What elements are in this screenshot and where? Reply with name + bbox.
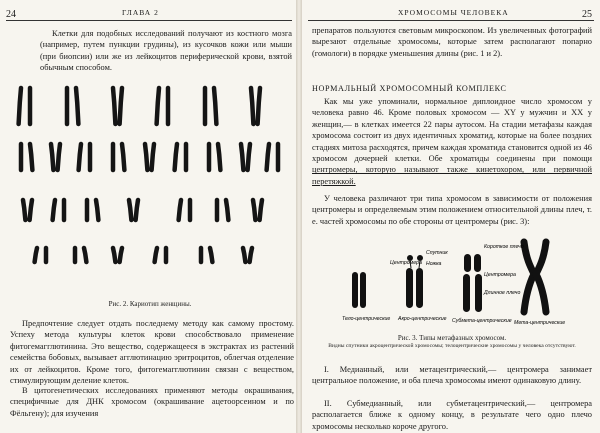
label-telocentric: Тело-центрические: [342, 316, 391, 322]
complex-text: Как мы уже упоминали, нормальное диплоидное число хромосом у человека равно 46. Кроме половых хромосом — XY у мужчин и XX у женщин,— в клетках имеется 22 пары аутосом. На стадии метафазы каждая хромосома состоит из двух идентичных хроматид, которые на более поздних стадиях митоза расходятся, причем каждая хроматида становится одной из 46 хромосом дочерней клетки. Обе хроматиды соединены при помощи: [312, 97, 592, 164]
label-centromere-2: Центромера: [484, 272, 516, 278]
karyotype-chromosome: [53, 200, 55, 220]
karyotype-chromosome: [51, 144, 53, 170]
right-figure-note: Видны спутники акроцентрической хромосомы; телоцентрические хромосомы у человека отсутствуют.: [328, 343, 576, 349]
label-submetacentric: Субмета-центрические: [452, 318, 512, 324]
karyotype-chromosome: [120, 248, 122, 262]
label-metacentric: Мета-центрические: [514, 320, 566, 326]
right-page-number: 25: [582, 9, 592, 20]
karyotype-chromosome: [152, 144, 154, 170]
karyotype-chromosome: [260, 200, 262, 220]
right-page: [302, 0, 600, 433]
karyotype-chromosome: [241, 144, 243, 170]
karyotype-chromosome: [23, 200, 25, 220]
karyotype-chromosome: [129, 200, 131, 220]
karyotype-chromosome: [218, 144, 220, 170]
karyotype-chromosome: [58, 144, 60, 170]
right-paragraph-types: У человека различают три типа хромосом в зависимости от положения центромеры и определяемым этим положением относительной длины плеч, т. е. частей хромосомы по обе стороны от центромеры (рис. 3):: [312, 194, 592, 226]
karyotype-chromosome: [96, 200, 98, 220]
chromosome-types-figure: [332, 238, 572, 334]
karyotype-chromosome: [210, 248, 212, 262]
karyotype-chromosome: [253, 200, 255, 220]
left-paragraph-intro: Клетки для подобных исследований получают из костного мозга (например, путем пункции грудины), из кусочков кожи или мыши (при биопсии) или же из лейкоцитов периферической крови, взятой обычным способом.: [40, 29, 292, 73]
left-page: [0, 0, 296, 433]
karyotype-chromosome: [214, 88, 216, 124]
label-stalk: Ножка: [426, 261, 442, 267]
karyotype-chromosome: [251, 88, 253, 124]
left-paragraph-method: Предпочтение следует отдать последнему методу как самому простому. Успеху метода культуры клеток крови способствовало применение фитогемагглютинина. Это вещество, содержащееся в экстрактах из растений семейства бобовых, вызывает агглютинацию эритроцитов, облегчая отделение их от лейкоцитов. Кроме того, фитогемагглютинин связан с веществом, стимулирующим деление клеток.: [10, 319, 294, 386]
right-header-rule: [308, 20, 594, 21]
karyotype-figure: [14, 82, 286, 292]
complex-underlined-text: центромеры, которую называют также кинетохором, или первичной перетяжкой.: [312, 165, 592, 186]
karyotype-chromosome: [155, 248, 157, 262]
left-paragraph-stain: В цитогенетических исследованиях применяют методы окрашивания, специфичные для ДНК хромосом (окрашивание ацетоорсеином и по Фёльгену); для изучения: [10, 386, 294, 418]
karyotype-chromosome: [175, 144, 177, 170]
karyotype-chromosome: [250, 248, 252, 262]
karyotype-chromosome: [226, 200, 228, 220]
label-satellite: Спутник: [426, 250, 448, 256]
karyotype-chromosome: [30, 144, 32, 170]
karyotype-chromosome: [179, 200, 181, 220]
metacentric-chromosome: [524, 242, 546, 312]
karyotype-chromosome: [76, 88, 78, 124]
left-header-rule: [6, 20, 292, 21]
karyotype-chromosome: [19, 88, 21, 124]
list-item-submetacentric: II. Субмедианный, или субметацентрический,— центромера располагается ближе к одному концу, в результате чего одно плечо хромосомы несколько короче другого.: [312, 399, 592, 431]
list-item-metacentric: I. Медианный, или метацентрический,— центромера занимает центральное положение, и оба плеча хромосомы имеют одинаковую длину.: [312, 365, 592, 386]
karyotype-chromosome: [84, 248, 86, 262]
telocentric-chromosome: [352, 272, 366, 308]
left-figure-caption: Рис. 2. Кариотип женщины.: [108, 300, 192, 308]
right-running-head: ХРОМОСОМЫ ЧЕЛОВЕКА: [398, 8, 509, 17]
karyotype-chromosome: [122, 144, 124, 170]
label-acrocentric: Акро-центрические: [398, 316, 447, 322]
left-running-head: ГЛАВА 2: [122, 8, 159, 17]
karyotype-chromosome: [35, 248, 37, 262]
karyotype-chromosome: [157, 88, 159, 124]
karyotype-chromosome: [113, 88, 115, 124]
karyotype-chromosome: [258, 88, 260, 124]
karyotype-chromosome: [30, 200, 32, 220]
right-figure-caption: Рис. 3. Типы метафазных хромосом.: [397, 334, 507, 342]
right-paragraph-complex: [312, 96, 592, 187]
karyotype-chromosome: [113, 248, 115, 262]
right-paragraph-top: препаратов пользуются световым микроскопом. Из увеличенных фотографий вырезают отдельные хромосомы, которые затем располагают попарно (гомологи) в порядке уменьшения длины (рис. 1 и 2).: [312, 26, 592, 58]
submetacentric-chromosome: [463, 254, 482, 312]
left-page-number: 24: [6, 9, 16, 20]
label-short-arm: Короткое плечо: [484, 244, 524, 250]
label-long-arm: Длинное плечо: [484, 290, 521, 296]
karyotype-chromosome: [243, 248, 245, 262]
karyotype-chromosome: [136, 200, 138, 220]
karyotype-chromosome: [248, 144, 250, 170]
section-heading: НОРМАЛЬНЫЙ ХРОМОСОМНЫЙ КОМПЛЕКС: [312, 84, 507, 93]
karyotype-chromosome: [79, 144, 81, 170]
karyotype-chromosome: [267, 144, 269, 170]
karyotype-chromosome: [120, 88, 122, 124]
karyotype-chromosome: [145, 144, 147, 170]
label-centromere: Центромера: [390, 260, 422, 266]
